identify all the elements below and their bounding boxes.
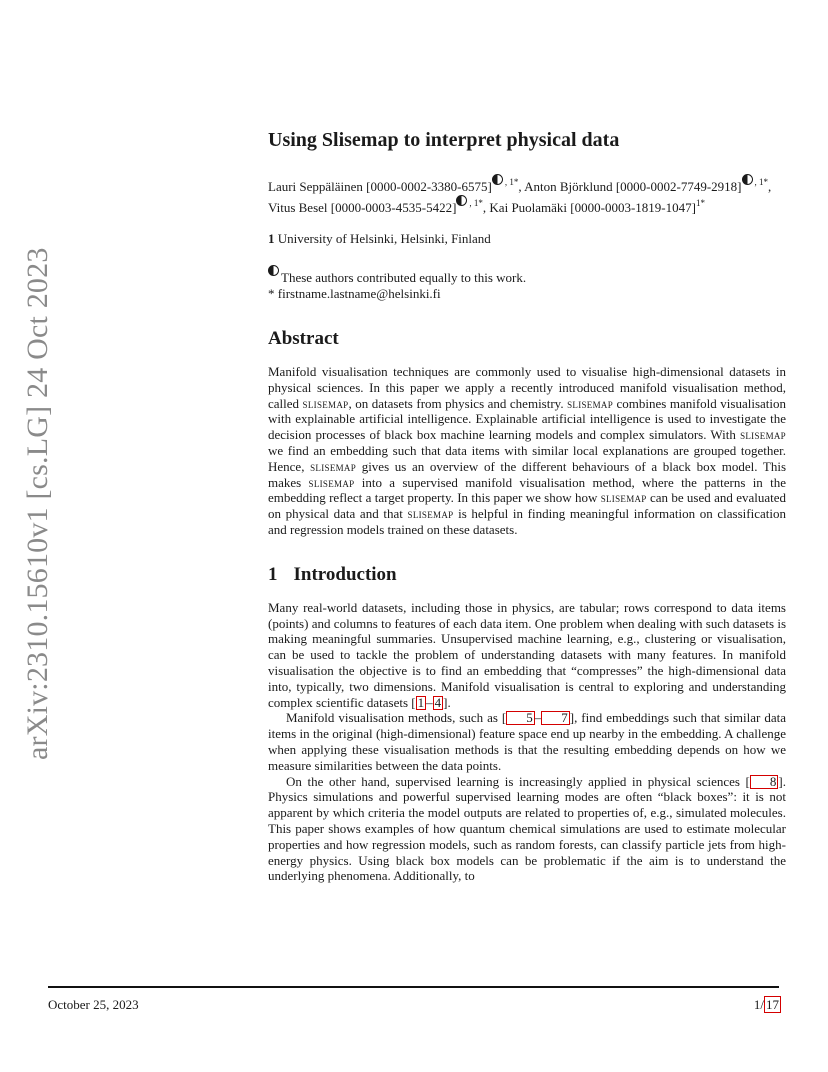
citation-link[interactable]: 7 — [541, 711, 570, 725]
citation-link[interactable]: 8 — [750, 775, 779, 789]
affiliation-text: University of Helsinki, Helsinki, Finland — [277, 231, 491, 246]
author-kai: , Kai Puolamäki [0000-0003-1819-1047] — [482, 200, 696, 215]
section-title: Introduction — [293, 563, 397, 585]
equal-contribution-icon — [492, 174, 503, 185]
page-number — [754, 996, 781, 1014]
paper-content — [268, 126, 786, 884]
abstract-heading: Abstract — [268, 328, 339, 349]
introduction-paragraph-2: Manifold visualisation methods, such as [ 5 – 7 ], find embeddings such that similar data items in the original (high-dimensional) feature space end up nearby in the embedding. A challenge when applying these visualisation methods is that the resulting embedding depends on how we measure similarities between the data points. — [268, 710, 786, 773]
citation-link[interactable]: 4 — [434, 694, 442, 710]
equal-contribution-icon — [742, 174, 753, 185]
author-lauri: Lauri Seppäläinen [0000-0002-3380-6575] — [268, 179, 492, 194]
footer-date: October 25, 2023 — [48, 997, 139, 1012]
current-page: 1 — [753, 997, 761, 1012]
section-number: 1 — [268, 563, 278, 585]
author-anton: , Anton Björklund [0000-0002-7749-2918] — [518, 179, 742, 194]
footer-divider — [48, 986, 779, 988]
arxiv-identifier: arXiv:2310.15610v1 [cs.LG] 24 Oct 2023 — [21, 247, 54, 760]
author-list — [268, 174, 786, 216]
introduction-paragraph-3: On the other hand, supervised learning is increasingly applied in physical sciences [ 8 ]. Physics simulations and powerful supervised learning modes are often “black boxes”: it is not apparent by which criteria the model outputs are related to properties of, e.g., simulated molecules. This paper shows examples of how quantum chemical simulations are used to estimate molecular properties and how regression models, such as random forests, can classify particle jets from high-energy physics. Using black box models can be problematic if the aim is to understand the underlying phenomena. Additionally, to — [268, 773, 786, 884]
author-vitus: , Vitus Besel [0000-0003-4535-5422] — [268, 179, 772, 215]
contact-email: * firstname.lastname@helsinki.fi — [268, 286, 441, 301]
abstract-body: Manifold visualisation techniques are commonly used to visualise high-dimensional datasets in physical sciences. In this paper we apply a recently introduced manifold visualisation method, called slisemap, on datasets from physics and chemistry. slisemap combines manifold visualisation with explainable artificial intelligence. Explainable artificial intelligence is used to investigate the decision processes of black box machine learning models and complex simulators. With slisemap we find an embedding such that data items with similar local explanations are grouped together. Hence, slisemap gives us an overview of the different behaviours of a black box model. This makes slisemap into a supervised manifold visualisation method, where the patterns in the embedding reflect a target property. In this paper we show how slisemap can be used and evaluated on physical data and that slisemap is helpful in finding meaningful information on classification and regression models trained on these datasets. — [268, 364, 786, 537]
equal-contribution-note: These authors contributed equally to this work. — [268, 265, 786, 286]
introduction-paragraph-1: Many real-world datasets, including those in physics, are tabular; rows correspond to data items (points) and columns to features of each data item. One problem when dealing with such datasets is making meaningful summaries. Unsupervised machine learning, e.g., clustering or visualisation, can be used to tackle the problem of understanding datasets with many features. In manifold visualisation the objective is to find an embedding that “compresses” the high-dimensional data into, typically, two dimensions. Manifold visualisation is central to exploring and understanding complex scientific datasets [ 1 – 4 ]. — [268, 599, 786, 710]
citation-link[interactable]: 5 — [506, 711, 535, 725]
author-affil-mark: 1* — [695, 198, 705, 208]
author-affil-mark: , 1* — [504, 177, 519, 187]
author-affil-mark: , 1* — [754, 177, 768, 187]
introduction-heading — [268, 562, 786, 588]
page-separator: / — [760, 997, 764, 1012]
equal-contribution-icon — [456, 195, 467, 206]
affiliation-number: 1 — [268, 231, 275, 246]
author-notes — [268, 265, 786, 302]
citation-link[interactable]: 1 — [417, 694, 425, 710]
equal-contribution-icon — [268, 265, 279, 276]
paper-title: Using Slisemap to interpret physical data — [268, 129, 620, 151]
affiliation — [268, 230, 786, 247]
total-pages-link[interactable]: 17 — [766, 997, 779, 1012]
author-affil-mark: , 1* — [469, 198, 483, 208]
